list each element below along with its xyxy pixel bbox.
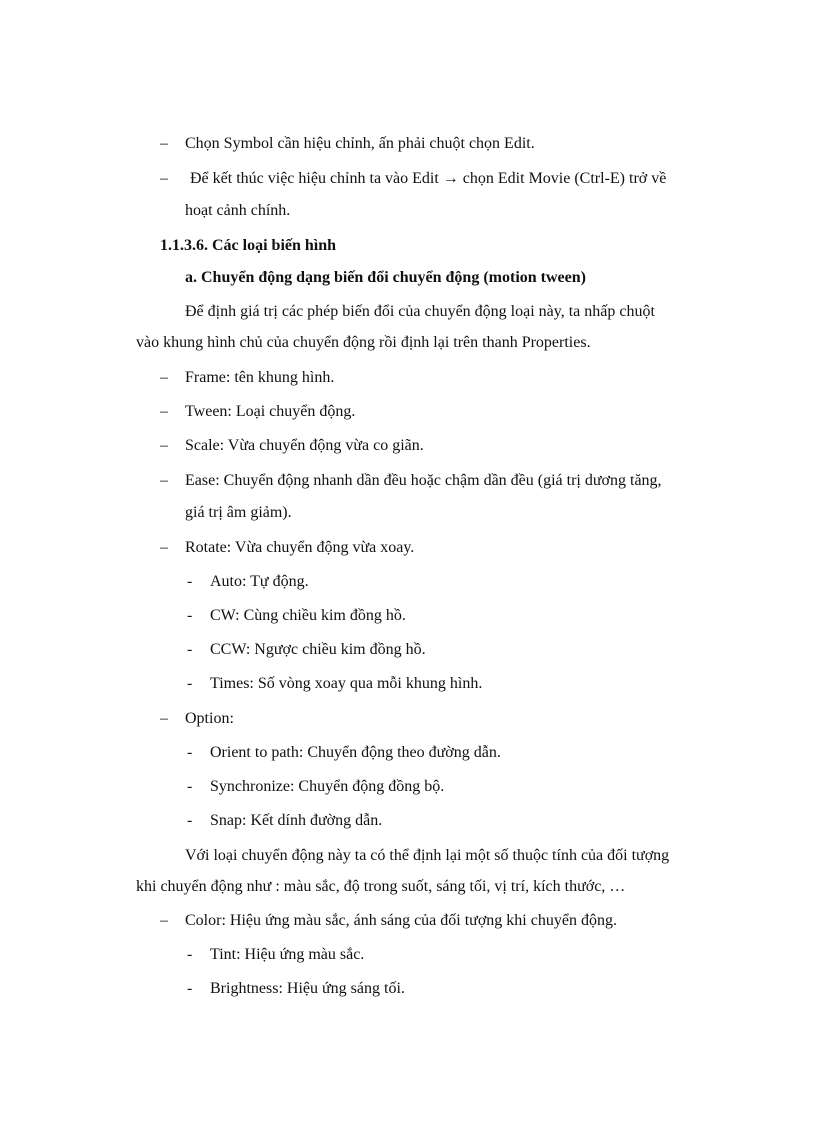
- bullet-dash: –: [160, 369, 168, 386]
- bullet-text: Scale: Vừa chuyển động vừa co giãn.: [185, 437, 424, 454]
- sub-bullet-text: Brightness: Hiệu ứng sáng tối.: [210, 980, 405, 997]
- bullet-dash: –: [160, 135, 168, 152]
- sub-bullet-hyphen: -: [187, 946, 193, 963]
- bullet-dash: –: [160, 912, 168, 929]
- bullet-dash: –: [160, 437, 168, 454]
- bullet-dash: –: [160, 710, 168, 727]
- sub-bullet-text: Orient to path: Chuyển động theo đường dẫn.: [210, 744, 501, 761]
- paragraph-line: khi chuyển động như : màu sắc, độ trong suốt, sáng tối, vị trí, kích thước, …: [136, 878, 626, 895]
- sub-bullet-text: CW: Cùng chiều kim đồng hồ.: [210, 607, 406, 624]
- bullet-dash: –: [160, 539, 168, 556]
- sub-bullet-hyphen: -: [187, 607, 193, 624]
- section-heading: 1.1.3.6. Các loại biến hình: [160, 237, 337, 254]
- sub-bullet-text: Snap: Kết dính đường dẫn.: [210, 812, 383, 829]
- bullet-text-continued: giá trị âm giảm).: [185, 504, 292, 521]
- bullet-text: Tween: Loại chuyển động.: [185, 403, 356, 420]
- bullet-text: Để kết thúc việc hiệu chỉnh ta vào Edit → chọn Edit Movie (Ctrl-E) trở về: [190, 170, 667, 187]
- bullet-text: Option:: [185, 710, 234, 727]
- sub-bullet-hyphen: -: [187, 744, 193, 761]
- sub-bullet-hyphen: -: [187, 573, 193, 590]
- sub-bullet-text: Synchronize: Chuyển động đồng bộ.: [210, 778, 445, 795]
- sub-bullet-hyphen: -: [187, 980, 193, 997]
- bullet-text: Ease: Chuyển động nhanh dần đều hoặc chậm dần đều (giá trị dương tăng,: [185, 472, 662, 489]
- paragraph-line: vào khung hình chủ của chuyển động rồi định lại trên thanh Properties.: [136, 334, 591, 351]
- bullet-text-continued: hoạt cảnh chính.: [185, 202, 291, 219]
- sub-bullet-hyphen: -: [187, 641, 193, 658]
- subsection-heading: a. Chuyển động dạng biến đổi chuyển động (motion tween): [185, 269, 586, 286]
- paragraph-line: Để định giá trị các phép biến đổi của chuyển động loại này, ta nhấp chuột: [185, 303, 655, 320]
- bullet-text: Frame: tên khung hình.: [185, 369, 335, 386]
- sub-bullet-text: Auto: Tự động.: [210, 573, 309, 590]
- bullet-dash: –: [160, 170, 168, 187]
- bullet-text: Color: Hiệu ứng màu sắc, ánh sáng của đối tượng khi chuyển động.: [185, 912, 617, 929]
- bullet-text: Rotate: Vừa chuyển động vừa xoay.: [185, 539, 415, 556]
- sub-bullet-hyphen: -: [187, 778, 193, 795]
- bullet-dash: –: [160, 403, 168, 420]
- sub-bullet-text: Times: Số vòng xoay qua mỗi khung hình.: [210, 675, 483, 692]
- paragraph-line: Với loại chuyển động này ta có thể định lại một số thuộc tính của đối tượng: [185, 847, 670, 864]
- sub-bullet-text: Tint: Hiệu ứng màu sắc.: [210, 946, 365, 963]
- sub-bullet-hyphen: -: [187, 812, 193, 829]
- bullet-text: Chọn Symbol cần hiệu chỉnh, ấn phải chuột chọn Edit.: [185, 135, 535, 152]
- bullet-dash: –: [160, 472, 168, 489]
- sub-bullet-text: CCW: Ngược chiều kim đồng hồ.: [210, 641, 426, 658]
- sub-bullet-hyphen: -: [187, 675, 193, 692]
